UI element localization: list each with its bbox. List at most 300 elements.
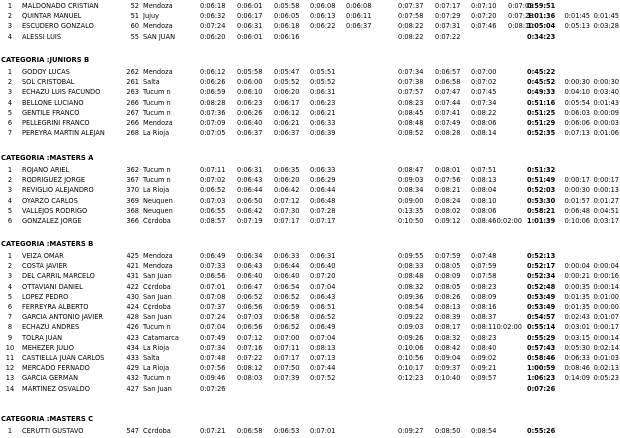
bib-number-cell: 267 — [126, 108, 139, 117]
result-row — [0, 128, 620, 138]
bib-number-cell: 266 — [126, 98, 139, 107]
rider-name-cell: MERCADO FERNADO — [22, 364, 90, 373]
city-cell: Mendoza — [143, 2, 173, 10]
stage-time-cell: 0:06:21 — [274, 119, 300, 127]
stage-time-cell — [346, 261, 380, 271]
stage-time-cell — [346, 302, 380, 312]
stage-time-cell: 0:09:55 — [398, 252, 424, 260]
rider-name-cell: CASTIELLA JUAN CARLOS — [22, 354, 105, 362]
stage-time-cell: 0:06:33 — [310, 119, 336, 127]
city-cell: San Juan — [143, 384, 172, 393]
stage-time-cell: 0:06:51 — [310, 303, 336, 311]
position-cell: 3 — [7, 22, 13, 31]
stage-time-cell: 0:07:41 — [435, 108, 461, 117]
bib-number-cell: 421 — [126, 262, 139, 271]
city-cell: C¢rdoba — [143, 282, 171, 291]
stage-time-cell: 0:08:01 — [435, 166, 461, 174]
bib-number-cell: 370 — [126, 186, 139, 195]
stage-time-cell: 0:07:02 — [471, 78, 497, 87]
total-time-cell: 0:49:33 — [527, 88, 556, 97]
stage-time-cell: 0:09:27 — [398, 427, 424, 435]
total-time-cell: 0:53:49 — [527, 292, 556, 301]
rider-name-cell: GONZALEZ JORGE — [22, 217, 82, 225]
stage-time-cell — [274, 384, 308, 394]
stage-time-cell: 0:07:20 — [310, 272, 336, 281]
stage-time-cell: 0:06:23 — [310, 98, 336, 107]
bib-number-cell: 433 — [126, 354, 139, 362]
stage-time-cell: 0:09:00 — [398, 196, 424, 205]
total-time-cell: 1:01:36 — [527, 12, 556, 21]
stage-time-cell: 0:07:03 — [237, 313, 263, 322]
stage-time-cell — [346, 185, 380, 195]
stage-time-cell: 0:06:12 — [200, 68, 226, 76]
city-cell: Tucum n — [143, 374, 171, 383]
stage-time-cell: 0:07:21 — [200, 427, 226, 435]
stage-time-cell: 0:08:23 — [471, 282, 497, 291]
bib-number-cell: 432 — [126, 374, 139, 383]
gap-to-leader-cell: 0:06:03 — [564, 108, 590, 117]
rider-name-cell: DEL CARRIL MARCELO — [22, 272, 95, 281]
position-cell: 4 — [7, 98, 13, 107]
position-cell: 1 — [7, 2, 13, 10]
stage-time-cell: 0:07:39 — [274, 374, 300, 383]
city-cell: Tucum n — [143, 166, 171, 174]
result-row — [0, 11, 620, 21]
rider-name-cell: FERREYRA ALBERTO — [22, 303, 89, 311]
bib-number-cell: 430 — [126, 292, 139, 301]
stage-time-cell: 0:06:10 — [237, 88, 263, 97]
stage-time-cell: 0:08:06 — [471, 119, 497, 127]
position-cell: 2 — [7, 12, 13, 21]
gap-to-leader-cell — [560, 67, 590, 77]
stage-time-cell: 0:08:13 — [435, 303, 461, 311]
rider-name-cell: REVIGLIO ALEJANDRO — [22, 186, 94, 195]
stage-time-cell: 0:08:52 — [398, 129, 424, 138]
total-time-cell: 0:53:30 — [527, 196, 556, 205]
gap-to-previous-cell — [589, 165, 619, 175]
stage-time-cell: 0:07:56 — [435, 176, 461, 185]
result-row — [0, 322, 620, 332]
stage-time-cell: 0:07:04 — [310, 282, 336, 291]
gap-to-previous-cell: 0:00:04 — [593, 262, 619, 271]
gap-to-leader-cell: 0:02:43 — [564, 313, 590, 322]
stage-time-cell: 0:07:24 — [200, 22, 226, 31]
stage-time-cell: 0:06:52 — [200, 186, 226, 195]
gap-to-leader-cell: 0:10:06 — [564, 217, 590, 225]
stage-time-cell: 0:07:49 — [200, 333, 226, 342]
rider-name-cell: RODRIGUEZ JORGE — [22, 176, 86, 185]
stage-time-cell: 0:07:16 — [237, 343, 263, 352]
position-cell: 12 — [5, 364, 15, 373]
stage-time-cell: 0:05:51 — [310, 68, 336, 76]
gap-to-previous-cell: 0:00:00 — [593, 303, 619, 311]
stage-time-cell: 0:08:16 — [471, 303, 497, 311]
result-row — [0, 426, 620, 436]
gap-to-previous-cell — [589, 32, 619, 42]
result-row — [0, 165, 620, 175]
rider-name-cell: PEREYRA MARTIN ALEJAN — [22, 129, 105, 138]
total-time-cell: 0:58:21 — [527, 206, 556, 215]
stage-time-cell: 0:08:22 — [471, 108, 497, 117]
gap-to-previous-cell: 0:00:09 — [593, 108, 619, 117]
position-cell: 2 — [7, 176, 13, 185]
stage-time-cell: 0:06:11 — [346, 12, 372, 21]
stage-time-cell: 0:08:26 — [435, 292, 461, 301]
total-time-cell: 0:45:52 — [527, 78, 556, 87]
city-cell: La Rioja — [143, 129, 170, 138]
stage-time-cell: 0:08:24 — [435, 196, 461, 205]
stage-time-cell: 0:07:28 — [310, 206, 336, 215]
rider-name-cell: VEIZA OMAR — [22, 252, 64, 260]
rider-name-cell: MEHEZER JULIO — [22, 343, 74, 352]
gap-to-previous-cell: 0:01:27 — [593, 196, 619, 205]
stage-time-cell: 0:09:57 — [471, 374, 497, 383]
stage-time-cell: 0:08:12 — [237, 364, 263, 373]
total-time-cell: 0:52:34 — [527, 272, 556, 281]
position-cell: 3 — [7, 88, 13, 97]
stage-time-cell: 0:07:37 — [398, 2, 424, 10]
stage-time-cell: 0:07:50 — [274, 364, 300, 373]
gap-to-previous-cell: 0:03:28 — [593, 22, 619, 31]
result-row — [0, 384, 620, 394]
stage-time-cell: 0:07:37 — [200, 303, 226, 311]
stage-time-cell: 0:06:16 — [274, 32, 300, 41]
stage-time-cell — [237, 384, 271, 394]
city-cell: Salta — [143, 354, 160, 362]
total-time-cell: 0:07:26 — [527, 384, 556, 393]
stage-time-cell: 0:06:40 — [310, 262, 336, 271]
stage-time-cell: 0:08:17 — [435, 323, 461, 332]
position-cell: 2 — [7, 78, 13, 87]
gap-to-previous-cell: 0:00:03 — [593, 119, 619, 127]
bib-number-cell: 261 — [126, 78, 139, 87]
result-row — [0, 292, 620, 302]
stage-time-cell: 0:08:06 — [471, 206, 497, 215]
stage-time-cell — [346, 312, 380, 322]
position-cell: 1 — [7, 68, 13, 76]
stage-time-cell — [346, 32, 380, 42]
stage-time-cell: 0:06:54 — [274, 282, 300, 291]
category-title: CATEGORIA :JUNIORS B — [1, 56, 90, 64]
rider-name-cell: BELLONE LUCIANO — [22, 98, 84, 107]
position-cell: 5 — [7, 292, 13, 301]
total-time-cell: 0:45:22 — [527, 68, 556, 76]
stage-time-cell: 0:07:59 — [435, 252, 461, 260]
bib-number-cell: 429 — [126, 364, 139, 373]
stage-time-cell: 0:06:53 — [274, 427, 300, 435]
stage-time-cell: 0:07:36 — [200, 108, 226, 117]
gap-to-leader-cell — [560, 165, 590, 175]
bib-number-cell: 368 — [126, 206, 139, 215]
total-time-cell: 0:51:25 — [527, 108, 556, 117]
stage-time-cell: 0:06:37 — [237, 129, 263, 138]
gap-to-previous-cell: 0:01:43 — [593, 98, 619, 107]
stage-time-cell: 0:06:35 — [274, 166, 300, 174]
city-cell: Mendoza — [143, 68, 173, 76]
rider-name-cell: GENTILE FRANCO — [22, 108, 80, 117]
stage-time-cell: 0:06:13 — [310, 12, 336, 21]
stage-time-cell: 0:08:04 — [471, 186, 497, 195]
stage-time-cell: 0:07:34 — [471, 98, 497, 107]
stage-time-cell: 0:07:38 — [398, 78, 424, 87]
stage-time-cell: 0:08:05 — [435, 282, 461, 291]
position-cell: 5 — [7, 108, 13, 117]
gap-to-previous-cell: 0:02:14 — [593, 343, 619, 352]
position-cell: 4 — [7, 196, 13, 205]
stage-time-cell: 0:08:50 — [435, 427, 461, 435]
total-time-cell: 0:55:26 — [527, 427, 556, 435]
rider-name-cell: QUINTAR MANUEL — [22, 12, 82, 21]
result-row — [0, 302, 620, 312]
city-cell: C¢rdoba — [143, 427, 171, 435]
stage-time-cell: 0:07:48 — [200, 354, 226, 362]
gap-to-previous-cell: 0:00:30 — [593, 78, 619, 87]
stage-time-cell: 0:06:56 — [237, 303, 263, 311]
bib-number-cell: 362 — [126, 166, 139, 174]
city-cell: San Juan — [143, 313, 172, 322]
stage-time-cell: 0:07:17 — [435, 2, 461, 10]
stage-time-cell: 0:10:56 — [398, 354, 424, 362]
stage-time-cell — [346, 384, 380, 394]
total-time-cell: 0:53:49 — [527, 303, 556, 311]
bib-number-cell: 428 — [126, 313, 139, 322]
stage-time-cell: 0:07:22 — [435, 32, 461, 41]
gap-to-previous-cell: 0:03:40 — [593, 88, 619, 97]
city-cell: Mendoza — [143, 262, 173, 271]
gap-to-previous-cell — [589, 1, 619, 11]
result-row — [0, 185, 620, 195]
stage-time-cell: 0:06:31 — [237, 166, 263, 174]
result-row — [0, 343, 620, 353]
total-time-cell: 0:51:16 — [527, 98, 556, 107]
stage-time-cell: 0:08:09 — [435, 272, 461, 281]
result-row — [0, 77, 620, 87]
stage-time-cell: 0:05:52 — [310, 78, 336, 87]
stage-time-cell: 0:07:24 — [200, 313, 226, 322]
rider-name-cell: ALESSI LUIS — [22, 32, 62, 41]
stage-time-cell: 0:09:22 — [398, 313, 424, 322]
position-cell: 11 — [5, 354, 15, 362]
stage-time-cell: 0:07:17 — [274, 217, 300, 225]
stage-time-cell: 0:09:36 — [398, 292, 424, 301]
stage-time-cell: 0:08:02 — [435, 206, 461, 215]
stage-time-cell: 0:07:17 — [274, 354, 300, 362]
stage-time-cell: 0:06:23 — [237, 98, 263, 107]
result-row — [0, 216, 620, 226]
total-time-cell: 0:59:51 — [527, 2, 556, 10]
stage-time-cell: 0:07:52 — [310, 374, 336, 383]
stage-time-cell: 0:06:59 — [274, 303, 300, 311]
position-cell: 5 — [7, 206, 13, 215]
gap-to-leader-cell: 0:05:54 — [564, 98, 590, 107]
bib-number-cell: 367 — [126, 176, 139, 185]
rider-name-cell: OTTAVIANI DANIEL — [22, 282, 83, 291]
rider-name-cell: MALDONADO CRISTIAN — [22, 2, 99, 10]
city-cell: C¢rdoba — [143, 217, 171, 225]
result-row — [0, 98, 620, 108]
stage-time-cell: 0:07:05 — [200, 129, 226, 138]
stage-time-cell: 0:07:56 — [200, 364, 226, 373]
city-cell: Neuquen — [143, 196, 173, 205]
gap-to-previous-cell: 0:00:14 — [593, 333, 619, 342]
gap-to-previous-cell — [589, 251, 619, 261]
stage-time-cell — [346, 343, 380, 353]
city-cell: Catamarca — [143, 333, 179, 342]
stage-time-cell — [310, 32, 344, 42]
position-cell: 7 — [7, 313, 13, 322]
category-title: CATEGORIA :MASTERS B — [1, 240, 94, 248]
position-cell: 7 — [7, 129, 13, 138]
stage-time-cell: 0:06:22 — [310, 22, 336, 31]
stage-time-cell: 0:08:05 — [435, 262, 461, 271]
total-time-cell: 1:01:39 — [527, 217, 556, 225]
stage-time-cell: 0:07:04 — [200, 323, 226, 332]
stage-time-cell: 0:07:12 — [237, 333, 263, 342]
stage-time-cell: 0:06:08 — [346, 2, 372, 10]
stage-time-cell: 0:08:22 — [398, 22, 424, 31]
stage-time-cell: 0:10:17 — [398, 364, 424, 373]
stage-time-cell: 0:06:26 — [200, 78, 226, 87]
stage-time-cell: 0:06:39 — [310, 129, 336, 138]
stage-time-cell: 0:07:57 — [398, 88, 424, 97]
penalty-cell: 0:02:00 — [496, 217, 522, 225]
stage-time-cell — [346, 292, 380, 302]
stage-time-cell: 0:08:45 — [398, 108, 424, 117]
total-time-cell: 0:58:46 — [527, 354, 556, 362]
total-time-cell: 0:52:17 — [527, 262, 556, 271]
stage-time-cell: 0:07:58 — [471, 272, 497, 281]
stage-time-cell: 0:07:33 — [200, 262, 226, 271]
gap-to-leader-cell: 0:01:57 — [564, 196, 590, 205]
total-time-cell: 1:05:04 — [527, 22, 556, 31]
gap-to-previous-cell: 0:03:17 — [593, 217, 619, 225]
rider-name-cell: CERUTTI GUSTAVO — [22, 427, 84, 435]
stage-time-cell: 0:07:22 — [237, 354, 263, 362]
result-row — [0, 32, 620, 42]
stage-time-cell: 0:07:44 — [310, 364, 336, 373]
gap-to-leader-cell: 0:01:35 — [564, 303, 590, 311]
result-row — [0, 1, 620, 11]
city-cell: C¢rdoba — [143, 303, 171, 311]
stage-time-cell: 0:09:12 — [435, 217, 461, 225]
result-row — [0, 118, 620, 128]
stage-time-cell: 0:06:58 — [435, 78, 461, 87]
position-cell: 8 — [7, 323, 13, 332]
stage-time-cell: 0:06:21 — [310, 108, 336, 117]
rider-name-cell: LOPEZ PEDRO — [22, 292, 69, 301]
city-cell: Tucum n — [143, 98, 171, 107]
stage-time-cell: 0:06:47 — [237, 282, 263, 291]
stage-time-cell — [346, 282, 380, 292]
gap-to-previous-cell — [589, 384, 619, 394]
stage-time-cell: 0:08:32 — [435, 333, 461, 342]
stage-time-cell — [398, 384, 432, 394]
stage-time-cell: 0:06:18 — [200, 2, 226, 10]
gap-to-leader-cell: 0:08:46 — [564, 364, 590, 373]
city-cell: Mendoza — [143, 119, 173, 127]
gap-to-previous-cell: 0:01:00 — [593, 292, 619, 301]
stage-time-cell: 0:06:56 — [237, 323, 263, 332]
total-time-cell: 1:06:23 — [527, 374, 556, 383]
gap-to-previous-cell — [589, 426, 619, 436]
stage-time-cell — [346, 333, 380, 343]
stage-time-cell: 0:08:10 — [508, 22, 534, 31]
gap-to-leader-cell: 0:03:01 — [564, 323, 590, 332]
stage-time-cell: 0:06:20 — [274, 88, 300, 97]
bib-number-cell: 422 — [126, 282, 139, 291]
gap-to-previous-cell: 0:00:17 — [593, 323, 619, 332]
result-row — [0, 363, 620, 373]
stage-time-cell: 0:06:52 — [274, 323, 300, 332]
gap-to-leader-cell — [560, 426, 590, 436]
stage-time-cell — [346, 196, 380, 206]
stage-time-cell: 0:06:56 — [200, 272, 226, 281]
gap-to-leader-cell: 0:01:35 — [564, 292, 590, 301]
stage-time-cell: 0:09:03 — [398, 176, 424, 185]
total-time-cell: 0:52:35 — [527, 129, 556, 138]
gap-to-leader-cell: 0:03:15 — [564, 333, 590, 342]
stage-time-cell: 0:08:21 — [435, 186, 461, 195]
city-cell: Mendoza — [143, 252, 173, 260]
stage-time-cell: 0:06:43 — [237, 262, 263, 271]
stage-time-cell — [435, 384, 469, 394]
stage-time-cell — [471, 32, 505, 42]
stage-time-cell: 0:08:28 — [200, 98, 226, 107]
stage-time-cell: 0:07:58 — [398, 12, 424, 21]
rider-name-cell: GARCIA GERMAN — [22, 374, 79, 383]
stage-time-cell — [346, 353, 380, 363]
result-row — [0, 282, 620, 292]
stage-time-cell: 0:08:48 — [398, 119, 424, 127]
total-time-cell: 0:51:32 — [527, 166, 556, 174]
bib-number-cell: 424 — [126, 303, 139, 311]
gap-to-previous-cell: 0:00:14 — [593, 282, 619, 291]
stage-time-cell: 0:09:21 — [471, 364, 497, 373]
gap-to-leader-cell: 0:07:13 — [564, 129, 590, 138]
stage-time-cell: 0:06:01 — [237, 2, 263, 10]
stage-time-cell: 0:07:47 — [435, 88, 461, 97]
total-time-cell: 0:52:13 — [527, 252, 556, 260]
stage-time-cell — [346, 77, 380, 87]
stage-time-cell: 0:07:01 — [200, 282, 226, 291]
city-cell: Neuquen — [143, 206, 173, 215]
result-row — [0, 353, 620, 363]
position-cell: 1 — [7, 166, 13, 174]
gap-to-leader-cell: 0:00:30 — [564, 78, 590, 87]
penalty-cell: 0:02:00 — [496, 323, 522, 332]
stage-time-cell — [346, 271, 380, 281]
stage-time-cell: 0:06:17 — [237, 12, 263, 21]
bib-number-cell: 434 — [126, 343, 139, 352]
stage-time-cell: 0:06:33 — [274, 252, 300, 260]
stage-time-cell: 0:10:40 — [435, 374, 461, 383]
stage-time-cell: 0:06:32 — [200, 12, 226, 21]
gap-to-leader-cell: 0:00:30 — [564, 186, 590, 195]
stage-time-cell: 0:06:55 — [200, 206, 226, 215]
stage-time-cell — [346, 322, 380, 332]
stage-time-cell: 0:08:40 — [471, 343, 497, 352]
gap-to-leader-cell: 0:04:10 — [564, 88, 590, 97]
stage-time-cell: 0:07:31 — [435, 22, 461, 31]
stage-time-cell: 0:06:57 — [435, 68, 461, 76]
stage-time-cell: 0:06:37 — [346, 22, 372, 31]
stage-time-cell: 0:06:42 — [237, 206, 263, 215]
stage-time-cell: 0:07:04 — [310, 333, 336, 342]
stage-time-cell — [346, 108, 380, 118]
stage-time-cell: 0:06:40 — [237, 119, 263, 127]
stage-time-cell: 0:06:40 — [237, 272, 263, 281]
city-cell: San Juan — [143, 272, 172, 281]
